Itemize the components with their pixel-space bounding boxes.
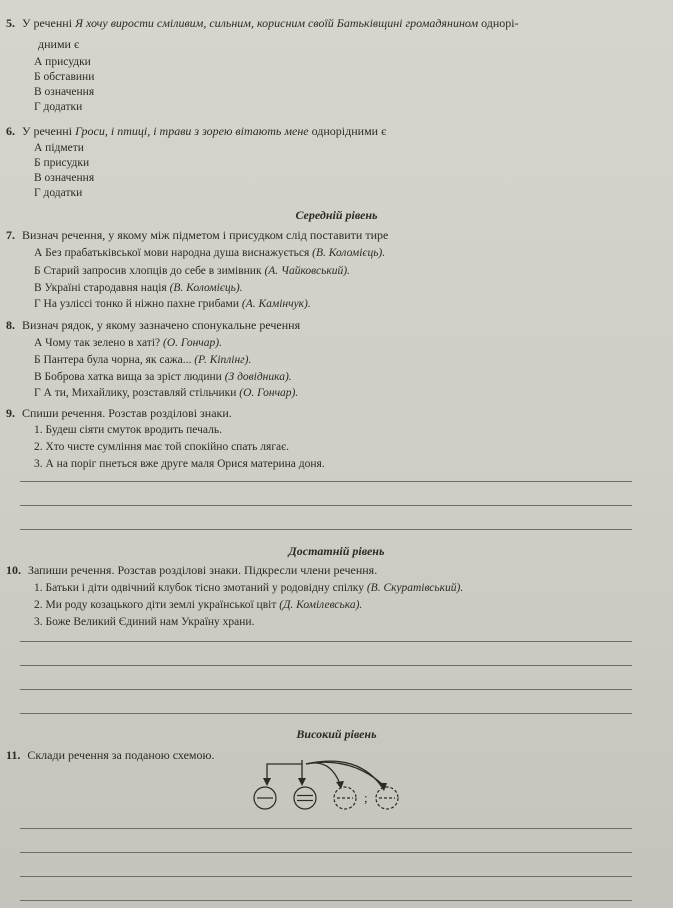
option-text: Б Пантера була чорна, як сажа...: [34, 354, 192, 366]
option-source: (Р. Кіплінг).: [194, 354, 252, 366]
answer-option: А підмети: [34, 142, 84, 154]
option-text: Г На узліссі тонко й ніжно пахне грибами: [34, 298, 239, 310]
answer-line[interactable]: [20, 852, 632, 853]
question-lead: У реченні: [22, 124, 73, 138]
question-number: 7.: [6, 228, 15, 242]
question-quote: Я хочу вирости сміливим, сильним, корисним своїй Батьківщині громадянином: [75, 16, 479, 30]
question-number: 5.: [6, 16, 15, 30]
sentence-text: 3. Боже Великий Єдиний нам Україну храни.: [34, 616, 255, 628]
scheme-separator: ;: [364, 790, 368, 805]
answer-option: Б обставини: [34, 71, 95, 83]
question-text: Визнач рядок, у якому зазначено спонукальне речення: [22, 318, 301, 332]
arc-arrow-3: [306, 761, 384, 790]
question-number: 6.: [6, 124, 15, 138]
option-source: (В. Коломієць).: [169, 282, 243, 294]
exercise-sentence: 2. Хто чисте сумління має той спокійно спать лягає.: [34, 441, 289, 453]
answer-option: А присудки: [34, 56, 91, 68]
question-number: 10.: [6, 563, 21, 577]
option-text: В Україні стародавня нація: [34, 282, 167, 294]
option-source: (А. Камінчук).: [241, 298, 311, 310]
sentence-text: 2. Ми роду козацького діти землі української цвіт: [34, 599, 277, 611]
question-lead: У реченні: [22, 16, 73, 30]
question-tail: однорідними є: [311, 124, 387, 138]
answer-option: Б присудки: [34, 157, 90, 169]
answer-option: В означення: [34, 172, 95, 184]
answer-line[interactable]: [20, 876, 632, 877]
question-quote: Гроси, і птиці, і трави з зорею вітають мене: [75, 124, 309, 138]
level-heading-middle: Середній рівень: [295, 208, 378, 222]
question-text: Склади речення за поданою схемою.: [27, 748, 215, 762]
option-text: А Чому так зелено в хаті?: [34, 337, 161, 349]
exercise-sentence: 1. Будеш сіяти смуток вродить печаль.: [34, 424, 222, 436]
level-heading-high: Високий рівень: [296, 727, 377, 741]
level-heading-sufficient: Достатній рівень: [288, 544, 385, 558]
option-source: (О. Гончар).: [163, 337, 222, 349]
question-5-continuation: дними є: [38, 37, 80, 51]
question-number: 9.: [6, 406, 15, 420]
sentence-source: (В. Скуратівський).: [366, 582, 464, 594]
arc-arrow-1: [306, 763, 340, 784]
answer-line[interactable]: [20, 900, 632, 901]
question-text: Спиши речення. Розстав розділові знаки.: [22, 406, 232, 420]
predicate-circle: [294, 787, 316, 809]
option-source: (В. Коломієць).: [312, 247, 386, 259]
exercise-sentence: 3. А на поріг пнеться вже друге маля Орися материна доня.: [34, 458, 325, 470]
option-source: (А. Чайковський).: [264, 265, 350, 277]
arrow-subject-predicate: [267, 764, 302, 780]
arc-arrow-2: [306, 762, 382, 784]
option-text: В Боброва хатка вища за зріст людини: [34, 371, 222, 383]
answer-line[interactable]: [20, 828, 632, 829]
question-number: 8.: [6, 318, 15, 332]
answer-option: В означення: [34, 86, 95, 98]
question-text: Визнач речення, у якому між підметом і присудком слід поставити тире: [22, 228, 389, 242]
answer-option: Г додатки: [34, 101, 83, 113]
option-text: А Без прабатьківської мови народна душа виснажується: [34, 247, 310, 259]
option-text: Б Старий запросив хлопців до себе в зимівник: [34, 265, 262, 277]
arrow-head: [298, 778, 306, 786]
answer-option: Г додатки: [34, 187, 83, 199]
option-source: (З довідника).: [224, 371, 292, 383]
question-tail: однорі-: [481, 16, 519, 30]
sentence-text: 1. Батьки і діти одвічний клубок тісно змотаний у родовідну спілку: [34, 582, 364, 594]
option-source: (О. Гончар).: [239, 387, 299, 399]
question-number: 11.: [6, 748, 21, 762]
question-text: Запиши речення. Розстав розділові знаки. Підкресли члени речення.: [28, 563, 378, 577]
option-text: Г А ти, Михайлику, розставляй стільчики: [34, 387, 237, 399]
sentence-source: (Д. Комілевська).: [279, 599, 363, 611]
arrow-head: [263, 778, 271, 786]
